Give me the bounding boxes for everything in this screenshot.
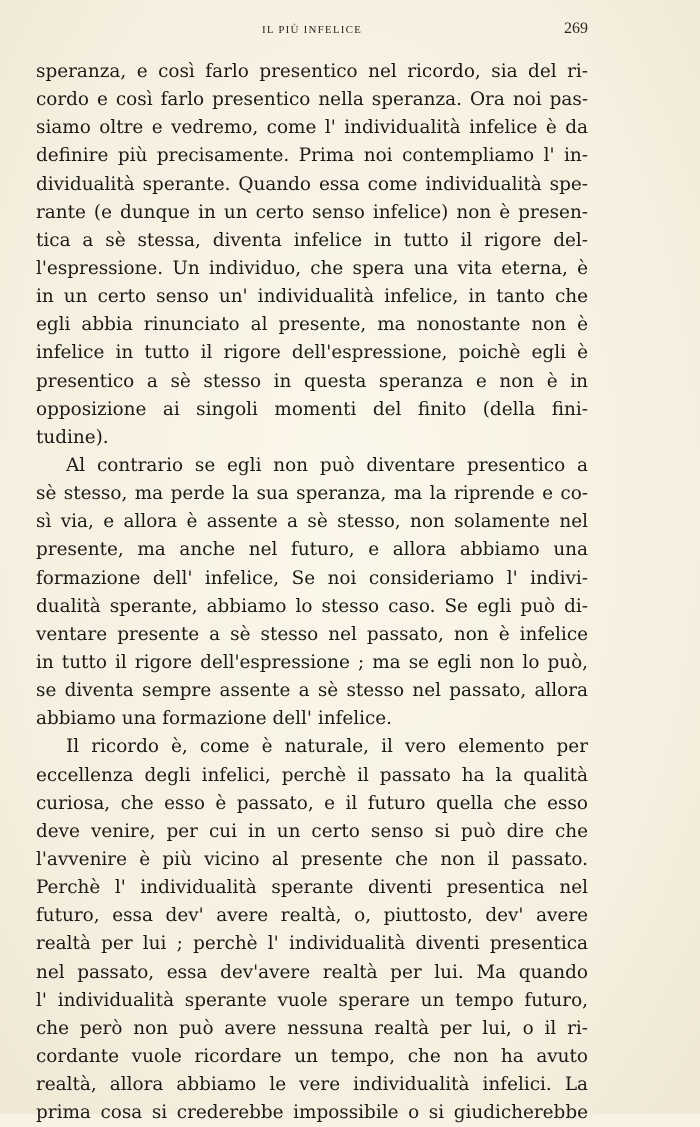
text-line: sè stesso, ma perde la sua speranza, ma la riprende e co- [36, 483, 588, 505]
text-line: ventare presente a sè stesso nel passato, non è infelice [36, 623, 588, 645]
text-line: formazione dell' infelice, Se noi consideriamo l' indivi- [36, 567, 588, 589]
text-line: Al contrario se egli non può diventare presentico a [66, 454, 588, 476]
text-line: tudine). [36, 426, 109, 448]
text-line: Il ricordo è, come è naturale, il vero elemento per [66, 736, 588, 758]
text-line: eccellenza degli infelici, perchè il passato ha la qualità [36, 764, 588, 786]
text-line: curiosa, che esso è passato, e il futuro quella che esso [36, 792, 588, 814]
text-line: infelice in tutto il rigore dell'espressione, poichè egli è [36, 342, 588, 364]
text-line: abbiamo una formazione dell' infelice. [36, 708, 393, 730]
text-line: futuro, essa dev' avere realtà, o, piuttosto, dev' avere [36, 905, 588, 927]
running-header [36, 20, 588, 46]
text-line: in un certo senso un' individualità infelice, in tanto che [36, 286, 588, 308]
text-line: presente, ma anche nel futuro, e allora abbiamo una [36, 539, 588, 561]
text-line: nel passato, essa dev'avere realtà per lui. Ma quando [36, 961, 588, 983]
text-line: cordo e così farlo presentico nella speranza. Ora noi pas- [36, 89, 588, 111]
text-line: l' individualità sperante vuole sperare un tempo futuro, [36, 989, 588, 1011]
text-line: deve venire, per cui in un certo senso si può dire che [36, 820, 588, 842]
text-line: l'avvenire è più vicino al presente che non il passato. [36, 848, 588, 870]
text-line: definire più precisamente. Prima noi contempliamo l' in- [36, 145, 588, 167]
text-line: sì via, e allora è assente a sè stesso, non solamente nel [36, 511, 588, 533]
text-line: in tutto il rigore dell'espressione ; ma se egli non lo può, [36, 651, 588, 673]
text-line: che però non può avere nessuna realtà per lui, o il ri- [36, 1017, 588, 1039]
text-line: rante (e dunque in un certo senso infelice) non è presen- [36, 201, 588, 223]
text-line: opposizione ai singoli momenti del finito (della fini- [36, 398, 588, 420]
paragraph-3 [36, 733, 588, 1127]
text-line: tica a sè stessa, diventa infelice in tutto il rigore del- [36, 229, 588, 251]
text-line: cordante vuole ricordare un tempo, che non ha avuto [36, 1045, 588, 1067]
page-number: 269 [564, 20, 588, 37]
text-line: speranza, e così farlo presentico nel ricordo, sia del ri- [36, 61, 588, 82]
text-line: egli abbia rinunciato al presente, ma nonostante non è [36, 314, 588, 336]
body-text [36, 58, 588, 1127]
text-line: l'espressione. Un individuo, che spera una vita eterna, è [36, 257, 588, 279]
text-line: prima cosa si crederebbe impossibile o si giudicherebbe [36, 1102, 588, 1124]
text-line: Perchè l' individualità sperante diventi presentica nel [36, 877, 588, 899]
text-line: realtà, allora abbiamo le vere individualità infelici. La [36, 1074, 588, 1096]
text-line: dividualità sperante. Quando essa come individualità spe- [36, 173, 588, 195]
text-line: se diventa sempre assente a sè stesso nel passato, allora [36, 680, 588, 702]
text-line: siamo oltre e vedremo, come l' individualità infelice è da [36, 117, 588, 139]
paragraph-2 [36, 452, 588, 733]
text-line: presentico a sè stesso in questa speranza e non è in [36, 370, 588, 392]
running-title: IL PIÙ INFELICE [262, 24, 363, 36]
text-line: dualità sperante, abbiamo lo stesso caso. Se egli può di- [36, 595, 588, 617]
paragraph-1 [36, 58, 588, 452]
text-line: realtà per lui ; perchè l' individualità diventi presentica [36, 933, 588, 955]
